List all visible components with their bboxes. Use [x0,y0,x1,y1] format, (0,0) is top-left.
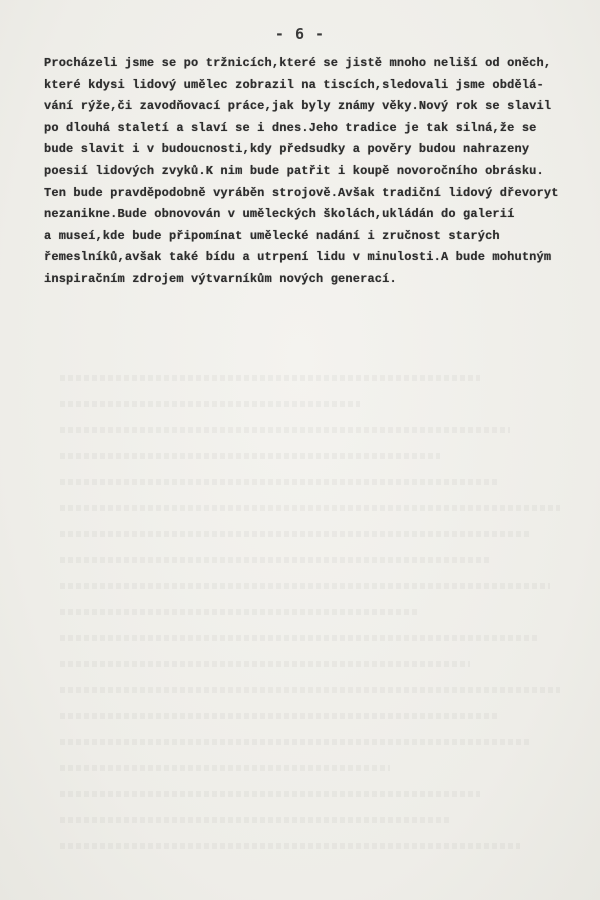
text-line: a museí,kde bude připomínat umělecké nadání i zručnost starých [44,228,500,243]
text-line: nezanikne.Bude obnovován v uměleckých školách,ukládán do galerií [44,207,515,222]
text-line: bude slavit i v budoucnosti,kdy předsudky a pověry budou nahrazeny [44,142,530,157]
show-through-line [60,599,420,625]
text-line: po dlouhá staletí a slaví se i dnes.Jeho tradice je tak silná,že se [44,120,537,135]
show-through-line [60,781,480,807]
text-line: poesií lidových zvyků.K nim bude patřit i koupě novoročního obrásku. [44,163,544,178]
show-through-line [60,651,470,677]
show-through-line [60,365,480,391]
typed-paragraph [44,53,600,291]
show-through-line [60,625,540,651]
show-through-line [60,521,530,547]
text-line: inspiračním zdrojem výtvarníkům nových generací. [44,271,397,286]
show-through-line [60,469,500,495]
show-through-line [60,573,550,599]
page-number: - 6 - [274,25,326,43]
show-through-line [60,417,510,443]
text-line: Ten bude pravděpodobně vyráběn strojově.Avšak tradiční lidový dřevoryt [44,185,559,200]
show-through-line [60,833,520,859]
show-through-line [60,807,450,833]
text-line: řemeslníků,avšak také bídu a utrpení lidu v minulosti.A bude mohutným [44,250,552,265]
show-through-line [60,443,440,469]
show-through-line [60,547,490,573]
text-line: vání rýže,či zavodňovací práce,jak byly známy věky.Nový rok se slavil [44,99,552,114]
show-through-line [60,391,360,417]
show-through-line [60,677,560,703]
show-through-line [60,703,500,729]
show-through-line [60,755,390,781]
reverse-side-show-through [60,365,580,859]
show-through-line [60,495,560,521]
text-line: Procházeli jsme se po tržnicích,které se jistě mnoho neliší od oněch, [44,56,552,70]
text-line: které kdysi lidový umělec zobrazil na tiscích,sledovali jsme obdělá- [44,77,544,92]
show-through-line [60,729,530,755]
